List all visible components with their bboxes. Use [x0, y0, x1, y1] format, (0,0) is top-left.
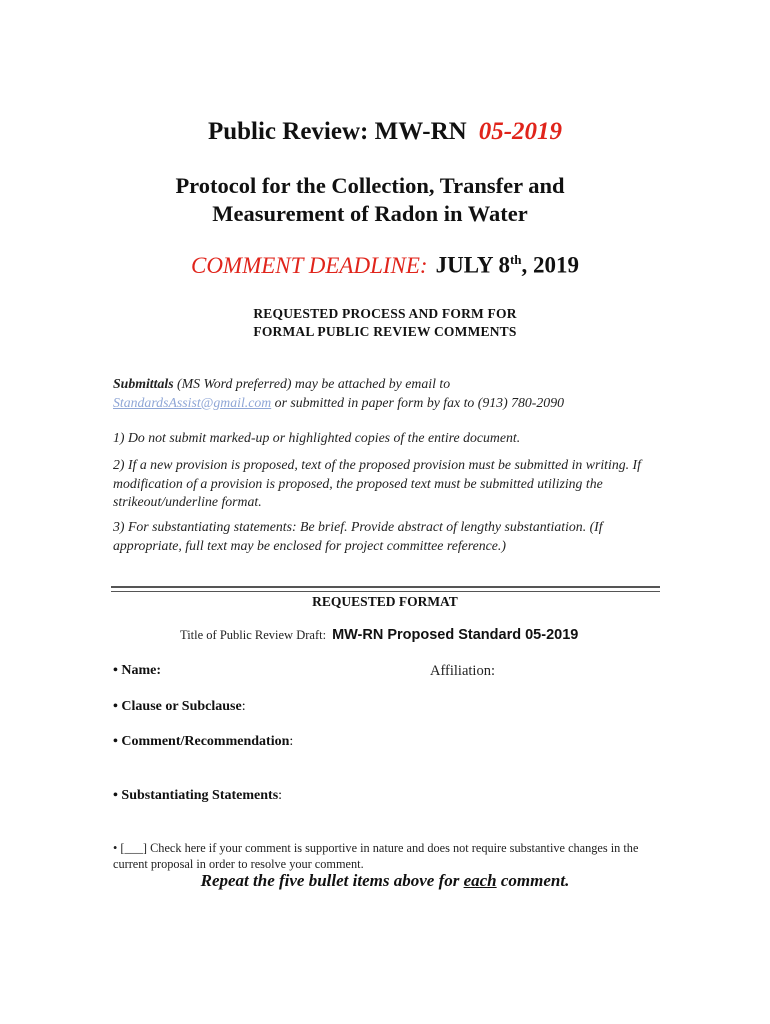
repeat-instruction: [0, 871, 770, 891]
comment-field: [113, 734, 293, 750]
submittals-paragraph: [113, 375, 673, 412]
submittals-label: Submittals: [113, 376, 174, 391]
draft-title-value: MW-RN Proposed Standard 05-2019: [332, 627, 579, 643]
substantiating-field-label: • Substantiating Statements: [113, 788, 279, 803]
deadline-label: COMMENT DEADLINE:: [190, 252, 428, 278]
comment-colon: :: [289, 734, 294, 749]
subtitle-line-1: Protocol for the Collection, Transfer and: [175, 173, 565, 198]
clause-colon: :: [241, 699, 246, 714]
clause-field-label: • Clause or Subclause: [113, 699, 242, 714]
repeat-text-1: Repeat the five bullet items above for: [200, 871, 464, 890]
instruction-item-1: 1) Do not submit marked-up or highlighted copies of the entire document.: [113, 430, 521, 445]
requested-line-2: FORMAL PUBLIC REVIEW COMMENTS: [253, 324, 517, 339]
title-prefix: Public Review: MW-RN: [207, 118, 467, 145]
instruction-item-3: 3) For substantiating statements: Be brief. Provide abstract of lengthy substantiation. (If appropriate, full text may be enclosed for project committee reference.): [113, 519, 603, 553]
supportive-checkbox-note: • [___] Check here if your comment is supportive in nature and does not require substantive changes in the current proposal in order to resolve your comment.: [113, 841, 639, 871]
instruction-item-2: 2) If a new provision is proposed, text of the proposed provision must be submitted in writing. If modification of a provision is proposed, the proposed text must be submitted utilizing the strikeout/underline format.: [113, 457, 641, 509]
substantiating-field: [113, 788, 282, 804]
deadline-sup: th: [509, 252, 522, 267]
draft-title-row: [180, 627, 578, 643]
name-field-label: • Name:: [113, 663, 162, 678]
substantiating-colon: :: [278, 788, 283, 803]
section-divider: [111, 586, 660, 592]
clause-field: [113, 699, 246, 715]
title-code: 05-2019: [478, 118, 563, 145]
email-link[interactable]: StandardsAssist@gmail.com: [113, 394, 272, 410]
requested-process-heading: [0, 305, 770, 341]
document-subtitle: [0, 172, 740, 228]
repeat-each: each: [463, 871, 497, 890]
submittals-text-2: or submitted in paper form by fax to (913) 780-2090: [271, 394, 564, 410]
comment-deadline: [0, 252, 770, 279]
draft-title-label: Title of Public Review Draft:: [180, 628, 327, 642]
submittals-text-1: (MS Word preferred) may be attached by email to: [173, 376, 451, 391]
subtitle-line-2: Measurement of Radon in Water: [212, 201, 528, 226]
deadline-month: JULY 8: [435, 252, 510, 278]
requested-line-1: REQUESTED PROCESS AND FORM FOR: [253, 306, 517, 321]
deadline-year: , 2019: [521, 252, 580, 278]
page-title: [0, 118, 770, 146]
requested-format-heading: REQUESTED FORMAT: [312, 594, 458, 609]
affiliation-field-label: Affiliation:: [430, 663, 495, 679]
comment-field-label: • Comment/Recommendation: [113, 734, 290, 749]
repeat-text-2: comment.: [496, 871, 570, 890]
